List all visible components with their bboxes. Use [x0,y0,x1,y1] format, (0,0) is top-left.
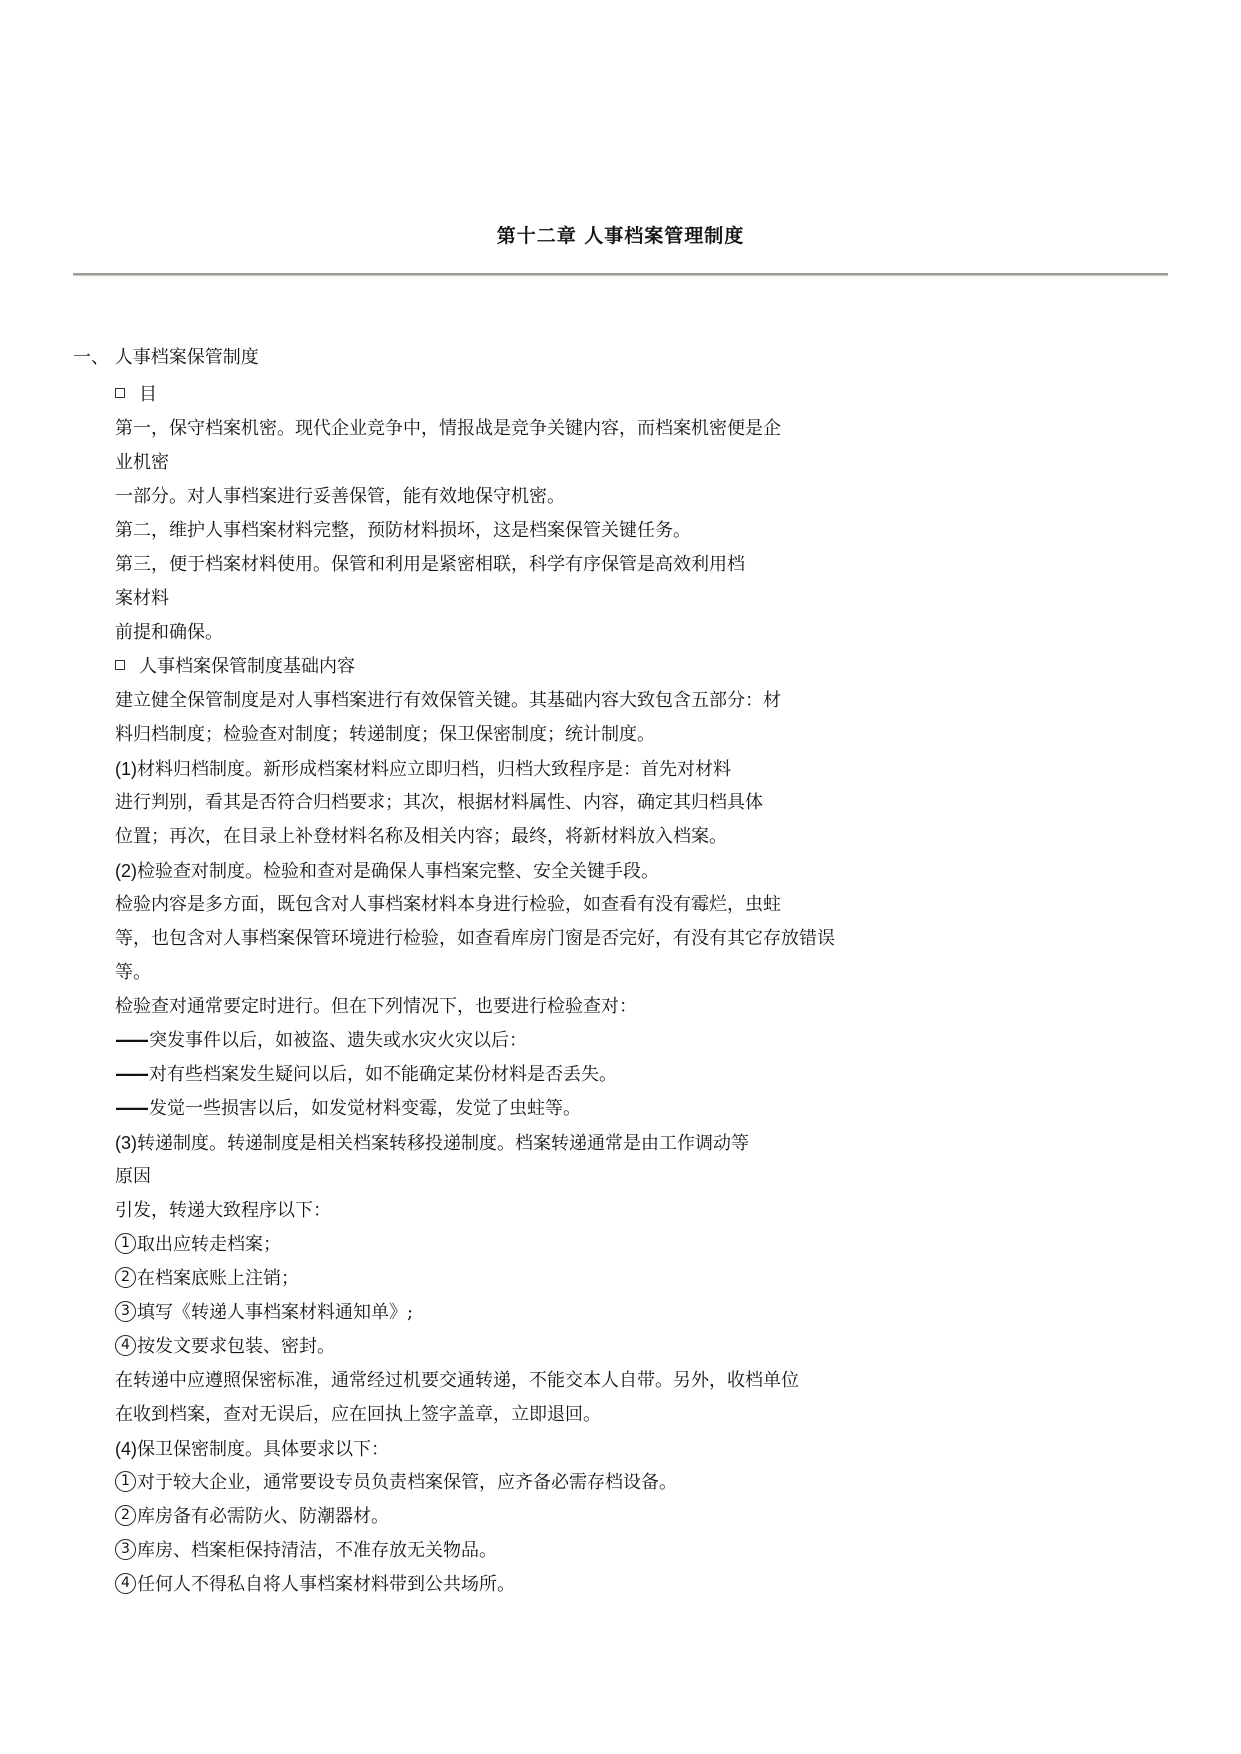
text-line [115,1398,1195,1432]
text-line [115,1466,1195,1500]
line-text: 等，也包含对人事档案保管环境进行检验，如查看库房门窗是否完好，有没有其它存放错误 [115,928,835,949]
line-text: 对于较大企业，通常要设专员负责档案保管，应齐备必需存档设备。 [137,1472,677,1493]
line-text: 第二，维护人事档案材料完整，预防材料损坏，这是档案保管关键任务。 [115,520,691,541]
text-line [115,412,1195,446]
em-dash: —— [115,1064,147,1085]
item-number: (3) [115,1133,137,1153]
text-line [115,1228,1195,1262]
section-heading: 一、 人事档案保管制度 [73,347,259,368]
text-line [115,616,1195,650]
circled-number: 4 [115,1335,136,1356]
em-dash: —— [115,1098,147,1119]
line-text: 对有些档案发生疑问以后，如不能确定某份材料是否丢失。 [149,1064,617,1085]
line-text: 目 [139,384,157,405]
line-text: 材料归档制度。新形成档案材料应立即归档，归档大致程序是：首先对材料 [137,759,731,780]
circled-number: 4 [115,1573,136,1594]
line-text: 按发文要求包装、密封。 [137,1336,335,1357]
text-line [115,1194,1195,1228]
circled-number: 2 [115,1267,136,1288]
line-text: 检验查对制度。检验和查对是确保人事档案完整、安全关键手段。 [137,861,659,882]
line-text: 检验内容是多方面，既包含对人事档案材料本身进行检验，如查看有没有霉烂，虫蛀 [115,894,781,915]
line-text: 库房、档案柜保持清洁，不准存放无关物品。 [137,1540,497,1561]
circled-number: 1 [115,1233,136,1254]
text-line [115,922,1195,956]
line-text: 业机密 [115,452,169,473]
text-line [115,786,1195,820]
line-text: 检验查对通常要定时进行。但在下列情况下，也要进行检验查对： [115,996,637,1017]
text-line [115,480,1195,514]
text-line [115,1126,1195,1160]
text-line [115,650,1195,684]
text-line [115,1262,1195,1296]
line-text: 人事档案保管制度基础内容 [139,656,355,677]
text-line [115,888,1195,922]
line-text: 建立健全保管制度是对人事档案进行有效保管关键。其基础内容大致包含五部分：材 [115,690,781,711]
item-number: (1) [115,759,137,779]
text-line [115,684,1195,718]
square-bullet-icon [115,660,125,670]
circled-number: 2 [115,1505,136,1526]
line-text: 第三，便于档案材料使用。保管和利用是紧密相联，科学有序保管是高效利用档 [115,554,745,575]
text-line [115,1024,1195,1058]
line-text: 引发，转递大致程序以下： [115,1200,331,1221]
text-line [115,1568,1195,1602]
text-line [115,956,1195,990]
line-text: 保卫保密制度。具体要求以下： [137,1439,389,1460]
text-line [115,446,1195,480]
title-divider [73,273,1168,276]
line-text: 填写《转递人事档案材料通知单》; [137,1302,414,1323]
text-line [115,1058,1195,1092]
line-text: 等。 [115,962,151,983]
line-text: 发觉一些损害以后，如发觉材料变霉，发觉了虫蛀等。 [149,1098,581,1119]
text-line [115,752,1195,786]
circled-number: 3 [115,1539,136,1560]
text-line [115,514,1195,548]
line-text: 一部分。对人事档案进行妥善保管，能有效地保守机密。 [115,486,565,507]
line-text: 在档案底账上注销； [137,1268,299,1289]
line-text: 转递制度。转递制度是相关档案转移投递制度。档案转递通常是由工作调动等 [137,1133,749,1154]
line-text: 任何人不得私自将人事档案材料带到公共场所。 [137,1574,515,1595]
line-text: 进行判别，看其是否符合归档要求；其次，根据材料属性、内容，确定其归档具体 [115,792,763,813]
text-line [115,1296,1195,1330]
text-line [115,1432,1195,1466]
text-line [115,1330,1195,1364]
line-text: 取出应转走档案； [137,1234,281,1255]
circled-number: 1 [115,1471,136,1492]
text-line [115,1534,1195,1568]
text-line [115,718,1195,752]
text-line [115,1364,1195,1398]
document-body [115,378,1195,1602]
text-line [115,548,1195,582]
circled-number: 3 [115,1301,136,1322]
em-dash: —— [115,1030,147,1051]
line-text: 前提和确保。 [115,622,223,643]
page-title: 第十二章 人事档案管理制度 [496,225,745,247]
item-number: (2) [115,861,137,881]
text-line [115,854,1195,888]
text-line [115,582,1195,616]
line-text: 在转递中应遵照保密标准，通常经过机要交通转递，不能交本人自带。另外，收档单位 [115,1370,799,1391]
line-text: 原因 [115,1166,151,1187]
line-text: 位置；再次，在目录上补登材料名称及相关内容；最终，将新材料放入档案。 [115,826,727,847]
text-line [115,378,1195,412]
line-text: 突发事件以后，如被盗、遗失或水灾火灾以后： [149,1030,527,1051]
line-text: 案材料 [115,588,169,609]
line-text: 料归档制度；检验查对制度；转递制度；保卫保密制度；统计制度。 [115,724,655,745]
text-line [115,1092,1195,1126]
text-line [115,1500,1195,1534]
square-bullet-icon [115,388,125,398]
line-text: 在收到档案，查对无误后，应在回执上签字盖章，立即退回。 [115,1404,601,1425]
text-line [115,1160,1195,1194]
item-number: (4) [115,1439,137,1459]
line-text: 第一，保守档案机密。现代企业竞争中，情报战是竞争关键内容，而档案机密便是企 [115,418,781,439]
text-line [115,820,1195,854]
line-text: 库房备有必需防火、防潮器材。 [137,1506,389,1527]
text-line [115,990,1195,1024]
